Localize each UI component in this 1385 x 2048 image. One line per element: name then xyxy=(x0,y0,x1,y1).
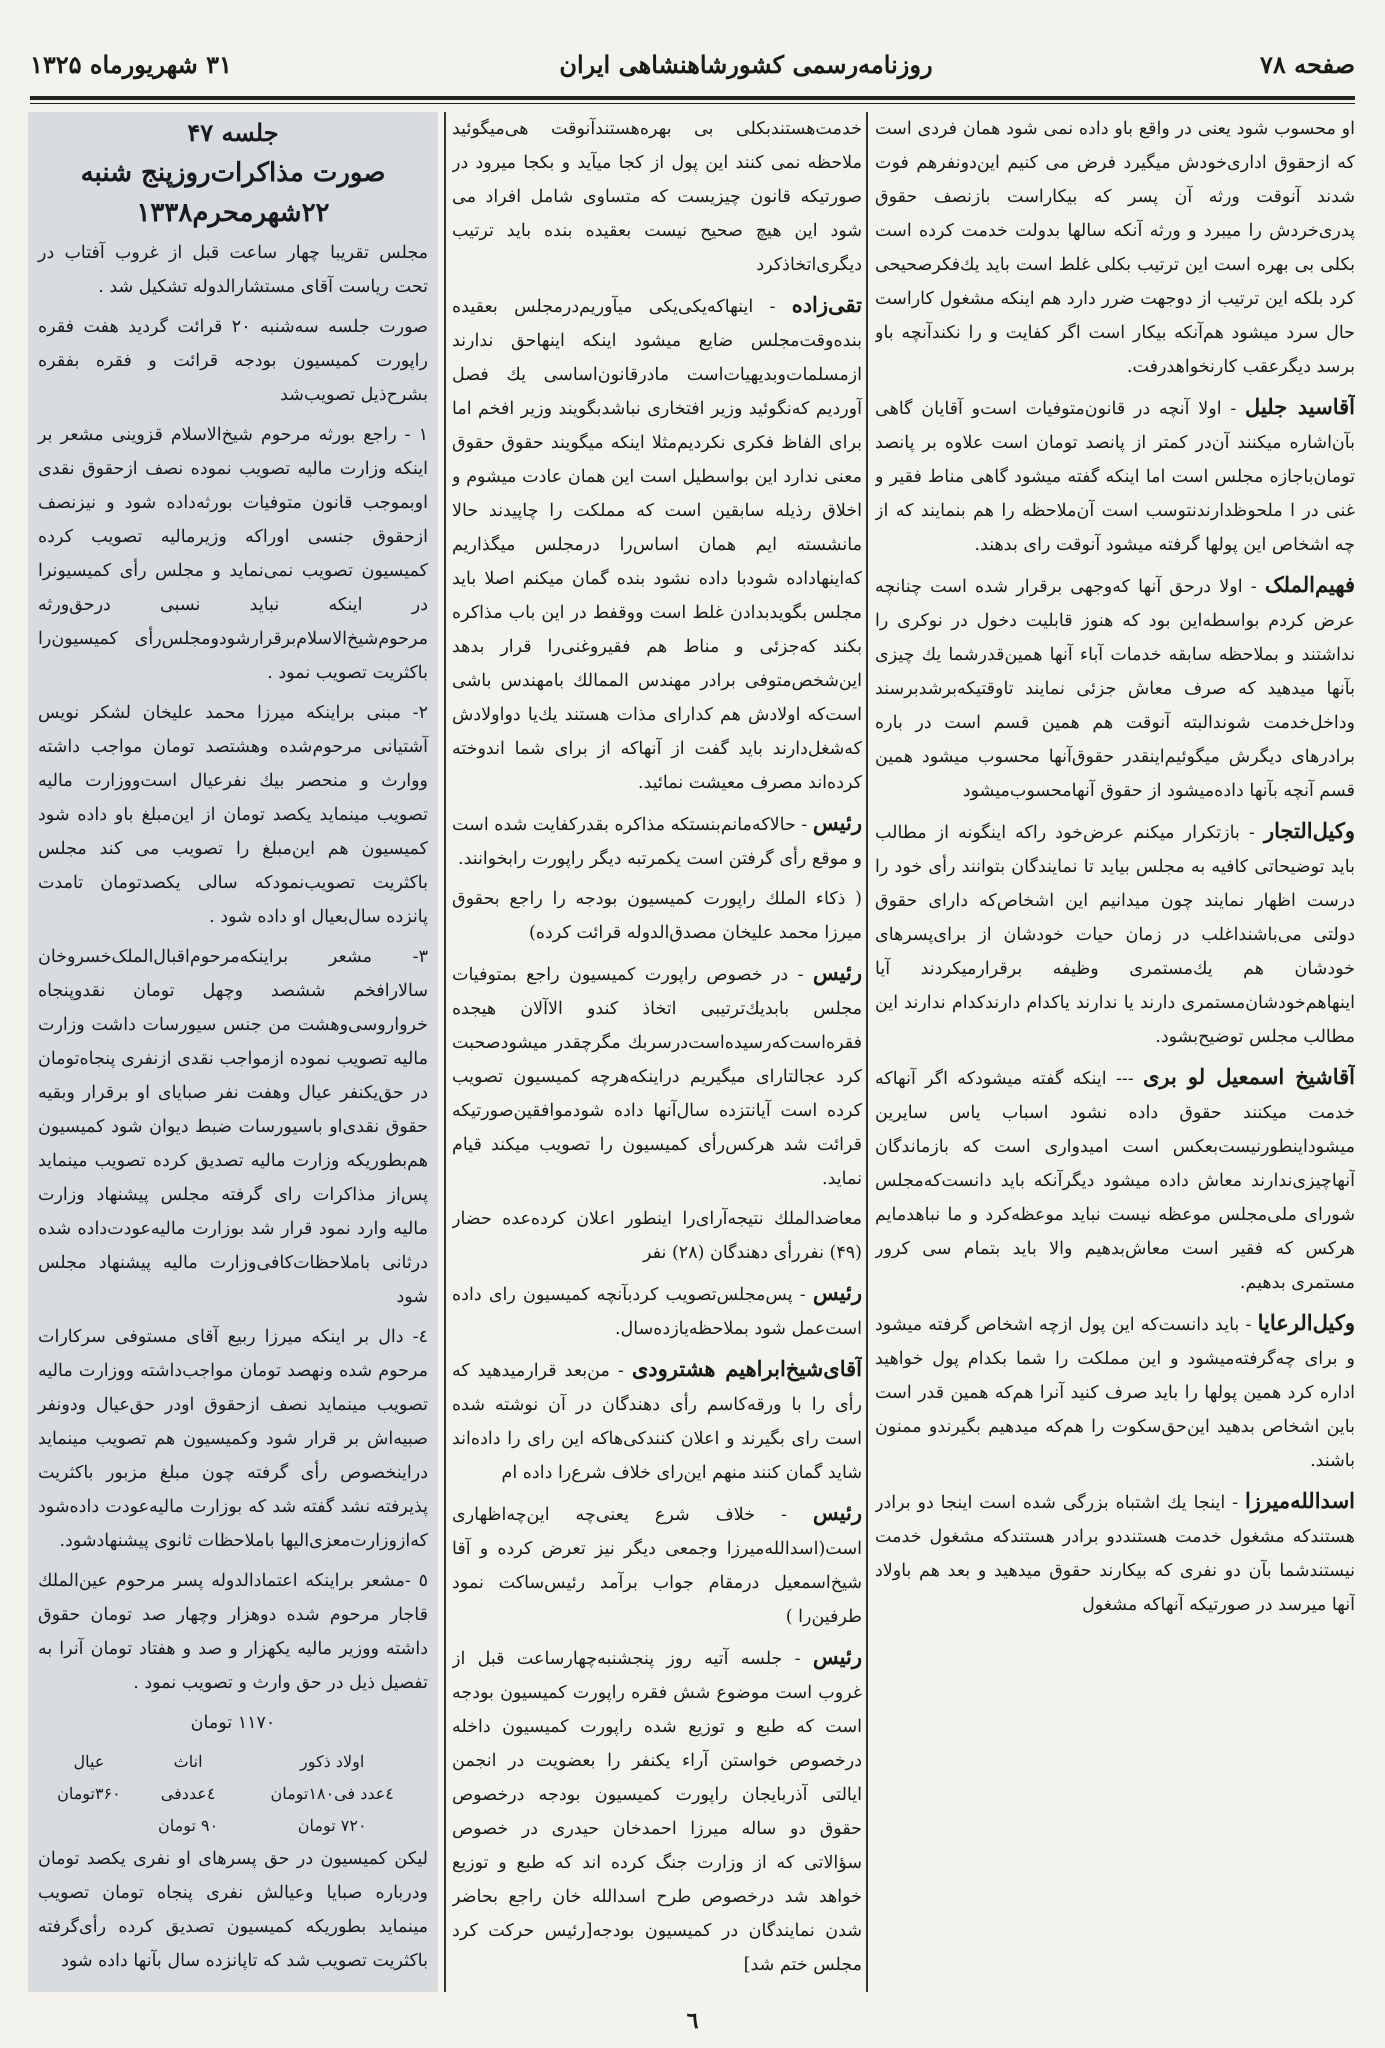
header-rule xyxy=(30,96,1355,100)
list-item: ۳- مشعر براینکه‌مرحوم‌اقبال‌الملک‌خسروخان سالارافخم ششصد وچهل تومان نقدوپنجاه خرواروسی‌وهشت من جنس سیورسات داشت وزارت مالیه تصویب نموده ازمواجب نقدی ازنفری پنجاه‌تومان در حق‌یکنفر عیال وهفت نفر صبایای او برقرار وبقیه حقوق نقدی‌او باسیورسات ضبط دیوان شود کمیسیون هم‌بطوریکه وزارت مالیه تصدیق کرده تصویب مینماید پس‌از مذاکرات رای گرفته مجلس پیشنهاد وزارت مالیه وارد نمود قرار شد بوزارت مالیه‌عودت‌داده شده درثانی باملاحظات‌کافی‌وزارت مالیه پیشنهاد مجلس شود xyxy=(38,947,428,1307)
speech-text: - من‌بعد قرارمیدهید که رأی را با ورقه‌کاسم رأی دهندگان در آن نوشته شده است رای بگیرند و اعلان کنندکی‌هاکه این رای را داده‌اند شاید گمان کنند منهم این‌رای خلاف شرع‌را داده ام xyxy=(452,1361,862,1483)
list-item: ٥ -مشعر براینکه اعتمادالدوله پسر مرحوم عین‌الملك قاجار مرحوم شده دوهزار وچهار صد تومان حقوق داشته ووزیر مالیه یکهزار و صد و هفتاد تومان آنرا به تفصیل ذیل در حق وارث و تصویب نمود . xyxy=(38,1571,428,1693)
page-label: صفحه ۷۸ xyxy=(1259,49,1355,79)
speech xyxy=(875,814,1355,1054)
speech xyxy=(875,1484,1355,1622)
list-item: ٤- دال بر اینکه میرزا ربیع آقای مستوفی سرکارات مرحوم شده ونهصد تومان مواجب‌داشته ووزارت مالیه تصویب مینماید نصف ازحقوق اودر حق‌عیال ودونفر صبیه‌اش بر قرار شود وکمیسیون هم تصویب مینماید دراینخصوص رأی گرفته چون مبلغ مزبور باکثریت پذیرفته نشد گفته شد که بوزارت مالیه‌عودت داده‌شود که‌ازوزارت‌معزی‌الیها باملاحظات ثانوی پیشنهادشود. xyxy=(38,1327,428,1551)
speaker-name: تقی‌زاده xyxy=(791,292,862,317)
speech-text: - بازتکرار میکنم عرض‌خود راکه اینگونه از مطالب باید توضیحاتی کافیه به مجلس بیاید تا نمایندگان بتوانند رأی خود را درست اظهار نمایند چون میدانیم این اشخاص‌که دارای حقوق دولتی می‌باشنداغلب در زمان حیات خودشان از برای‌پسرهای خودشان هم یك‌مستمری وظیفه برقرارمیکردند آیا اینها‌هم‌خودشان‌مستمری دارند یا ندارند یاکدام دارند‌کدام ندارند این مطالب مجلس توضیح‌بشود. xyxy=(875,823,1355,1047)
table-header-row xyxy=(38,1746,428,1778)
table-cell: عیال xyxy=(73,1752,105,1771)
list-item: ۱ - راجع بورثه مرحوم شیخ‌الاسلام قزوینی مشعر بر اینکه وزارت مالیه تصویب نموده نصف ازحقوق نقدی اوبموجب قانون متوفیات بورثه‌داده شود و نیزنصف ازحقوق جنسی اوراکه وزیرمالیه تصویب کرده کمیسیون تصویب نمی‌نماید و مجلس رأی کمیسیونرا در اینکه نباید نسبی درحق‌ورثه مرحوم‌شیخ‌الاسلام‌برقرارشودومجلس‌رأی کمیسیون‌را باکثریت تصویب نمود . xyxy=(38,425,428,683)
speaker-name: رئیس xyxy=(812,810,862,835)
speech xyxy=(452,1352,862,1490)
table-cell: اناث xyxy=(173,1752,203,1771)
column-divider-right xyxy=(866,112,868,1992)
session-subtitle: صورت مذاکرات‌روزپنج شنبه xyxy=(80,158,386,188)
speaker-name: رئیس xyxy=(812,1280,862,1305)
speaker-name: آقای‌شیخ‌ابراهیم هشترودی xyxy=(631,1356,862,1381)
speaker-name: وکیل‌التجار xyxy=(1263,818,1355,843)
session-date: ۲۲شهرمحرم۱۳۳۸ xyxy=(136,198,330,228)
table-cell: ۳۶۰تومان xyxy=(57,1784,121,1803)
speech xyxy=(875,390,1355,562)
table-cell: ٤عدد فی۱۸۰تومان xyxy=(270,1784,394,1803)
speech xyxy=(875,1060,1355,1300)
speech xyxy=(452,288,862,800)
table-cell: ٤عددفی xyxy=(160,1784,216,1803)
speech xyxy=(452,1496,862,1634)
speech-text: - حالاکه‌مانم‌بنستکه مذاکره بقدرکفایت شده است و موقع رأی گرفتن است یکمرتبه دیگر راپورت رابخوانند. xyxy=(452,815,862,869)
speech-text: --- اینکه گفته میشود‌که اگر آنهاکه خدمت میکنند حقوق داده نشود اسباب یاس سایرین میشوداینطورنیست‌بعکس است امیدواری است که بازماندگان آنهاچیزی‌ندارند معاش داده میشود دیگرآنکه باید دانست‌که‌مجلس شورای ملی‌مجلس موعظه نیست نباید موعظه‌کرد و ما نباهدمایم هرکس که فقیر است معاش‌بدهیم والا باید بتمام سی کرور مستمری بدهیم. xyxy=(875,1069,1355,1293)
speech-text: - جلسه آتیه روز پنجشنبه‌چهارساعت قبل از غروب است موضوع شش فقره راپورت کمیسیون بودجه است که طبع و توزیع شده راپورت کمیسیون داخله درخصوص خواستن آراء یکنفر را بعضویت در انجمن ایالتی آذربایجان راپورت کمیسیون بودجه درخصوص حقوق دو ساله میرزا احمد‌خان حیدری در خصوص سؤالاتی که از وزارت جنگ کرده اند که طبع و توزیع خواهد شد درخصوص طرح اسدالله خان راجع بحاضر شدن نمایندگان در کمیسیون بودجه[رئیس حرکت کرد مجلس ختم شد] xyxy=(452,1649,862,1975)
table-cell xyxy=(38,1810,140,1842)
speech-text: - اینجا یك اشتباه بزرگی شده است اینجا دو برادر هستند‌که مشغول خدمت هستنددو برادر هستند‌که مشغول خدمت نیستندشما بآن دو نفری که بیکارند حقوق میدهید و بعد هم باولاد آنها میرسد در صورتیکه آنهاکه مشغول xyxy=(875,1493,1355,1615)
speech xyxy=(452,1640,862,1982)
speech-text: - خلاف شرع یعنی‌چه این‌چه‌اظهاری است(اسدالله‌میرزا وجمعی دیگر نیز تعرض کرده و آقا شیخ‌اسمعیل درمقام جواب برآمد رئیس‌ساکت نمود طرفین‌را ) xyxy=(452,1505,862,1627)
speech-text: - پس‌مجلس‌تصویب کردبآنچه کمیسیون رای داده است‌عمل شود بملاحظه‌یازده‌سال. xyxy=(452,1285,862,1339)
table-cell: اولاد ذکور xyxy=(300,1752,365,1771)
column-divider-left xyxy=(444,112,446,1992)
paragraph: معاضد‌الملك نتیجه‌آرای‌را اینطور اعلان کرده‌عده حضار (۴۹) نفررأی دهندگان (۲۸) نفر xyxy=(452,1209,862,1263)
speech xyxy=(452,1276,862,1346)
speech xyxy=(452,956,862,1196)
right-column xyxy=(875,112,1355,1992)
speaker-name: رئیس xyxy=(812,1644,862,1669)
speaker-name: فهیم‌الملک xyxy=(1264,572,1355,597)
page-header xyxy=(30,40,1355,88)
paragraph: ( ذکاء الملك راپورت کمیسیون بودجه را راجع بحقوق میرزا محمد علیخان مصدق‌الدوله قرائت کرده) xyxy=(452,889,862,943)
table-row xyxy=(38,1810,428,1842)
middle-column xyxy=(452,112,862,1992)
allocation-table xyxy=(38,1746,428,1842)
speaker-name: آقاشیخ اسمعیل لو بری xyxy=(1143,1064,1355,1089)
paragraph: صورت جلسه سه‌شنبه ۲۰ قرائت گردید هفت فقره راپورت کمیسیون بودجه قرائت و فقره بفقره بشرح‌ذیل تصویب‌شد xyxy=(38,317,428,405)
speaker-name: اسدالله‌میرزا xyxy=(1244,1488,1355,1513)
table-cell: ۷۲۰ تومان xyxy=(297,1816,367,1835)
speaker-name: رئیس xyxy=(812,960,862,985)
paragraph: مجلس تقریبا چهار ساعت قبل از غروب آفتاب در تحت ریاست آقای مستشارالدوله تشکیل شد . xyxy=(38,243,428,297)
paragraph: لیکن کمیسیون در حق پسرهای او نفری یکصد تومان ودرباره صبایا وعیالش نفری پنجاه تومان تصویب مینماید بطوریکه کمیسیون تصدیق کرده رأی‌گرفته باکثریت تصویب شد که تاپانزده سال بآنها داده شود xyxy=(38,1849,428,1971)
speaker-name: وکیل‌الرعایا xyxy=(1257,1310,1355,1335)
speaker-name: آقاسید جلیل xyxy=(1245,394,1355,419)
table-cell: ۹۰ تومان xyxy=(158,1816,219,1835)
speech-text: - در خصوص راپورت کمیسیون راجع بمتوفیات مجلس بابدیك‌ترتیبی اتخاذ کندو الاآلان هیجده فقره‌است‌که‌رسیده‌است‌درسربك مگرچقدر میشودصحبت کرد عجالتارای میگیریم دراینکه‌هرچه کمیسیون تصویب کرده است آیانتزده سال‌آنها داده شودموافقین‌صورتیکه قرائت شد هرکس‌رأی کمیسیون را تصویب میکند قیام نماید. xyxy=(452,965,862,1189)
paragraph: خدمت‌هستندبکلی بی بهره‌هستندآنوقت هی‌میگوئید ملاحظه نمی کنند این پول از کجا میآید و بکجا میرود در صورتیکه قانون چیزیست که متساوی شامل افراد می شود این هیچ صحیح نیست بعقیده بنده باید ترتیب دیگری‌اتخاذکرد xyxy=(452,119,862,275)
speaker-name: رئیس xyxy=(812,1500,862,1525)
table-row xyxy=(38,1778,428,1810)
header-rule-thin xyxy=(30,103,1355,104)
issue-date: ۳۱ شهریورماه ۱۳۲۵ xyxy=(30,49,232,79)
speech-text: - اولا درحق آنها که‌وجهی برقرار شده است چنانچه عرض کردم بواسطه‌این بود که هنوز قابلیت دخول در نوکری را نداشتند و بملاحظه سابقه خدمات آباء آنها همین‌قدرشما یك چیزی بآنها میدهید که صرف معاش جزئی نمایند تاوقتیکه‌برشدبرسند وداخل‌خدمت شوندالبته آنوقت هم همین قسم است در باره برادرهای دیگرش میگوئیم‌اینقدر حقوق‌آنها محسوب میشود همین قسم آنچه بآنها داده‌میشود از حقوق آنها‌محسوب‌میشود xyxy=(875,577,1355,801)
paragraph: او محسوب شود یعنی در واقع باو داده نمی شود همان فردی است که ازحقوق اداری‌خودش میگیرد فرض می کنیم این‌دونفرهم فوت شدند آنوقت ورثه آن پسر که بیکاراست بازنصف حقوق پدری‌خردش را میبرد و ورثه آنکه سالها بدولت خدمت کرده است بکلی بی بهره است این ترتیب بکلی غلط است باید یك‌فکرصحیحی کرد بلکه این ترتیب از دوجهت ضرر دارد هم اینکه مشغول کاراست حال سرد میشود هم‌آنکه بیکار است اگر کفایت و را نکند‌آنچه باو برسد دیگرعقب کارنخواهدرفت. xyxy=(875,119,1355,377)
speech-text: - باید دانست‌که این پول ازچه اشخاص گرفته میشود و برای چه‌گرفته‌میشود و این مملکت را شما بکدام پول خواهید اداره کرد همین پولها را باید صرف کنید آنرا هم‌که همین قدر است باین اشخاص بدهید این‌حق‌سکوت را هم‌که میدهیم بگیر‌ندو ممنون باشند. xyxy=(875,1315,1355,1471)
speech-text: - اولا آنچه در قانون‌متوفیات است‌و آقایان گاهی بآن‌اشاره میکنند آن‌در کمتر از پانصد تومان است علاوه بر پانصد تومان‌باجازه مجلس است اما اینکه گفته میشود گاهی مناط فقیر و غنی در ا ملحوظدارند‌نتوسب است آن‌ملاحظه را هم بنمایند که از چه اشخاص این پولها گرفته میشود آنوقت رای بدهند. xyxy=(875,399,1355,555)
speech-text: - اینهاکه‌یکی‌یکی میآوریم‌درمجلس بعقیده بنده‌وقت‌مجلس ضایع میشود اینکه اینهاحق ندارند ازمسلمات‌وبدیهیات‌است مادرقانون‌اساسی یك فصل آوردیم که‌نگوئید وزیر افتخاری نباشدبگویند وزیر افخم اما برای الفاظ فکری نکردیم‌مثلا اینکه میگویند حقوق حقوق معنی ندارد این بواسطیل است این همان عادت میشوم و اخلاق رذیله سابقین است که مملکت را چاپیدند حالا مانشسته ایم همان اساس‌را درمجلس میگذاریم که‌اینهاداده شودبا داده نشود بنده گمان میکنم اصلا باید مجلس بگویدبدادن غلط است ووقفط در این باب مذاکره بکند که‌جزئی و مناط هم فقیروغنی‌را قرار بدهد این‌شخص‌متوفی برادر مهندس الممالك بامهندس باشی است‌که اولادش هم کدارای مذات هستند یك‌یا دواولادش که‌شغل‌دارند باید گفت از آنهاکه از برای شما اندوخته کرده‌اند مصرف معیشت نمائید. xyxy=(452,297,862,793)
total-amount: ۱۱۷۰ تومان xyxy=(190,1713,276,1733)
speech xyxy=(875,1306,1355,1478)
newspaper-title: روزنامه‌رسمی کشورشاهنشاهی ایران xyxy=(559,49,933,79)
page-number: ٦ xyxy=(686,2008,699,2034)
list-item: ۲- مبنی براینکه میرزا محمد علیخان لشکر نویس آشتیانی مرحوم‌شده وهشتصد تومان مواجب داشته ووارث و منحصر بیك نفرعیال است‌ووزارت مالیه تصویب مینماید یکصد تومان از این‌مبلغ باو داده شود کمیسیون هم این‌مبلغ را تصویب می کند مجلس باکثریت تصویب‌نمودکه سالی یکصدتومان تامدت پانزده سال‌بعیال او داده شود . xyxy=(38,703,428,927)
left-column-session-minutes xyxy=(28,112,438,1992)
session-label: جلسه ۴۷ xyxy=(187,118,279,147)
speech xyxy=(452,806,862,876)
speech xyxy=(875,568,1355,808)
